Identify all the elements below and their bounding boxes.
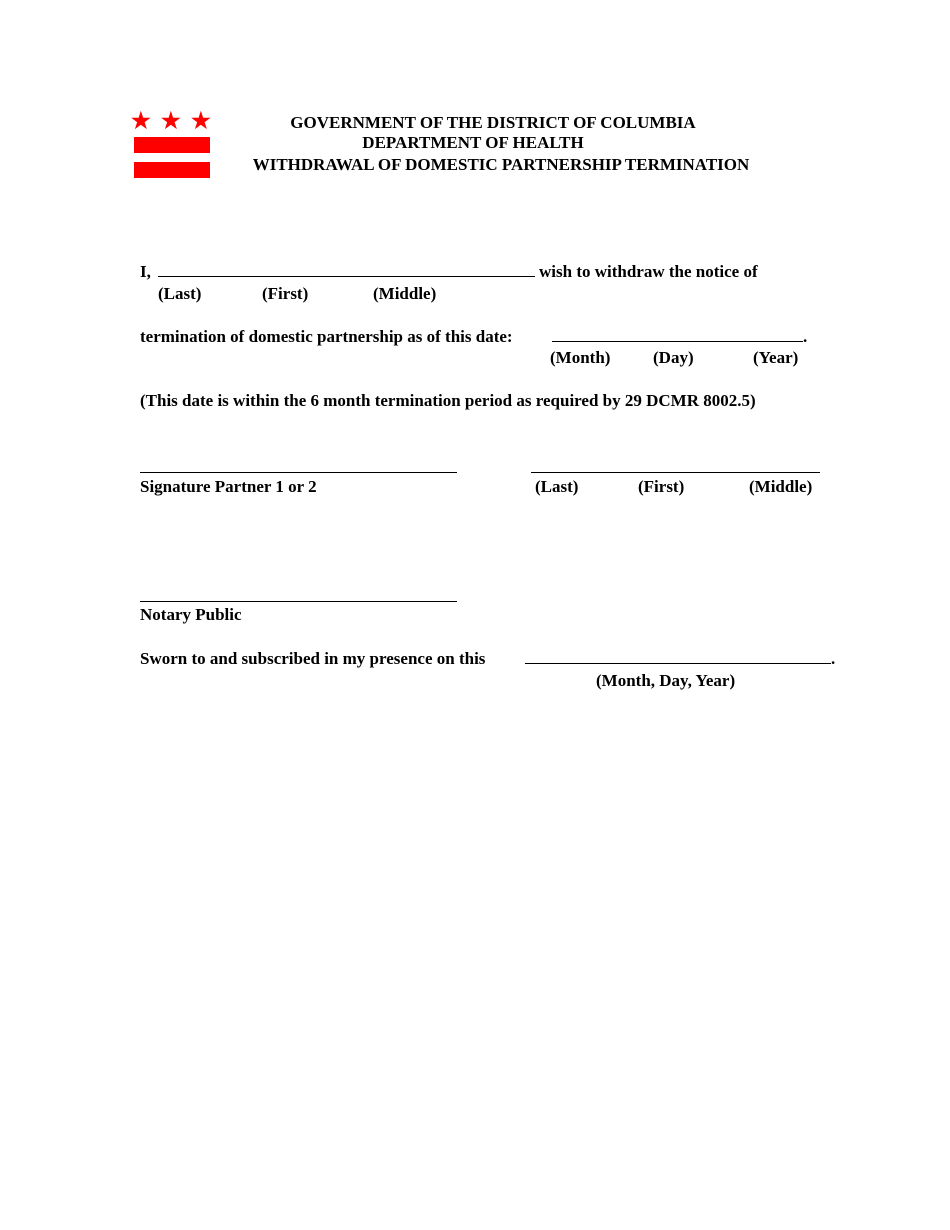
intro-text: I, — [140, 262, 151, 281]
notary-signature-field[interactable] — [140, 601, 457, 602]
date-line-text: termination of domestic partnership as of this date: — [140, 327, 513, 346]
sworn-text: Sworn to and subscribed in my presence on this — [140, 649, 486, 668]
print-label-first: (First) — [638, 477, 685, 496]
date-period: . — [803, 327, 808, 346]
sworn-date-label: (Month, Day, Year) — [596, 671, 736, 690]
label-day: (Day) — [653, 348, 694, 367]
star-icon: ★ — [161, 108, 181, 133]
flag-bar — [134, 162, 210, 178]
signature-field[interactable] — [140, 472, 457, 473]
name-field[interactable] — [158, 276, 535, 277]
label-first: (First) — [262, 284, 309, 303]
label-middle: (Middle) — [373, 284, 437, 303]
sworn-period: . — [831, 649, 836, 668]
print-label-middle: (Middle) — [749, 477, 813, 496]
printed-name-field[interactable] — [531, 472, 820, 473]
date-field[interactable] — [552, 341, 803, 342]
star-icon: ★ — [191, 108, 211, 133]
notary-label: Notary Public — [140, 605, 242, 624]
intro-tail-text: wish to withdraw the notice of — [539, 262, 758, 281]
regulation-note: (This date is within the 6 month termination period as required by 29 DCMR 8002.5) — [140, 391, 756, 410]
label-year: (Year) — [753, 348, 799, 367]
header-form-title: WITHDRAWAL OF DOMESTIC PARTNERSHIP TERMINATION — [252, 155, 750, 174]
star-icon: ★ — [131, 108, 151, 133]
flag-bar — [134, 137, 210, 153]
signature-label: Signature Partner 1 or 2 — [140, 477, 317, 496]
label-last: (Last) — [158, 284, 202, 303]
header-department: DEPARTMENT OF HEALTH — [362, 133, 584, 152]
label-month: (Month) — [550, 348, 611, 367]
sworn-date-field[interactable] — [525, 663, 831, 664]
print-label-last: (Last) — [535, 477, 579, 496]
header-government: GOVERNMENT OF THE DISTRICT OF COLUMBIA — [290, 113, 696, 132]
